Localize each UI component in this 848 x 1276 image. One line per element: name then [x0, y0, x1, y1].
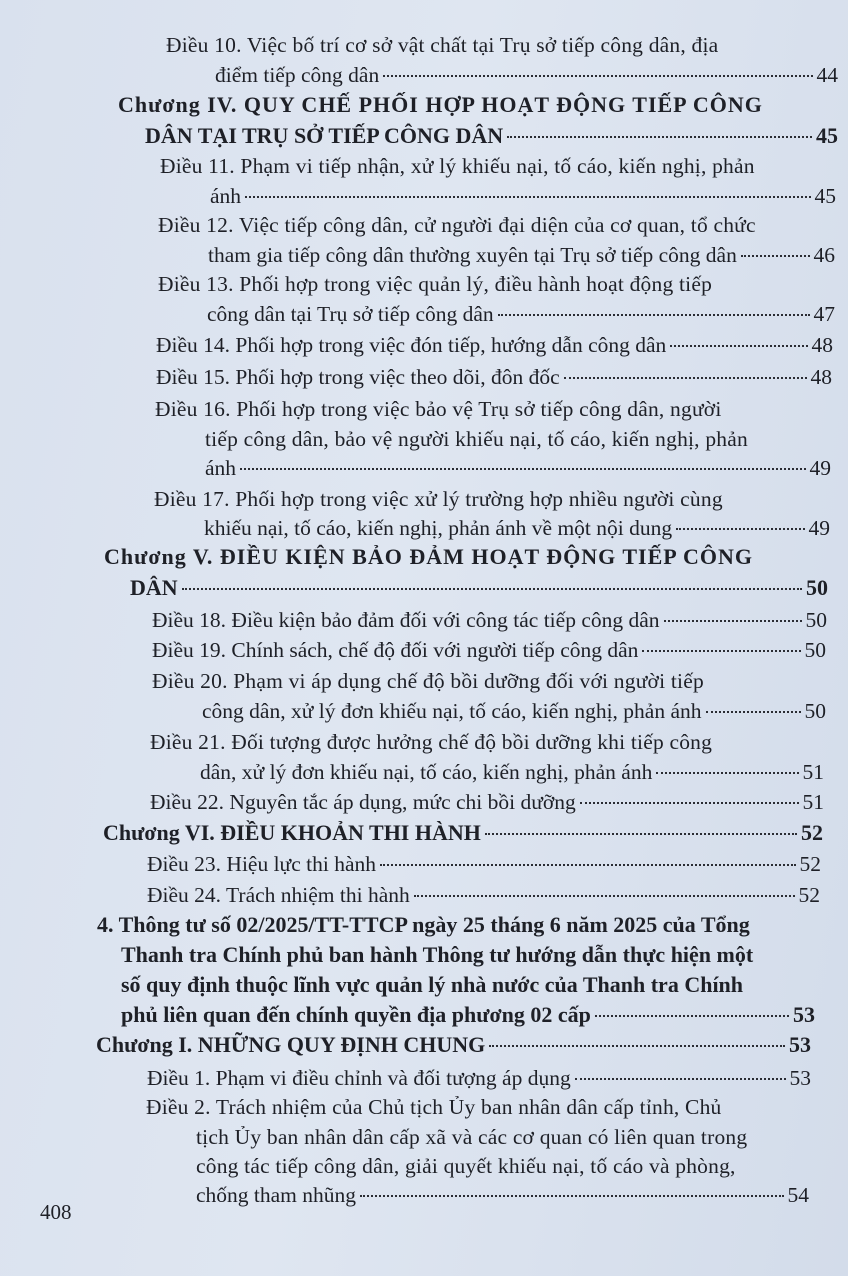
toc-entry-text: ánh: [205, 456, 237, 480]
toc-entry-text: Điều 19. Chính sách, chế độ đối với người tiếp công dân: [152, 638, 639, 662]
toc-page-number: 52: [801, 820, 823, 845]
toc-document-line: [121, 970, 801, 1000]
toc-page-number: 47: [813, 302, 835, 326]
toc-line: [208, 240, 835, 270]
toc-line: [207, 299, 835, 329]
toc-line: [158, 269, 788, 299]
toc-document-text: Thanh tra Chính phủ ban hành Thông tư hướng dẫn thực hiện một: [121, 942, 754, 967]
toc-entry-text: Điều 14. Phối hợp trong việc đón tiếp, hướng dẫn công dân: [156, 333, 667, 357]
toc-entry-text: Điều 13. Phối hợp trong việc quản lý, điều hành hoạt động tiếp: [158, 272, 713, 296]
toc-entry-text: tịch Ủy ban nhân dân cấp xã và các cơ quan có liên quan trong: [196, 1125, 748, 1149]
toc-page-number: 50: [805, 608, 827, 632]
toc-page-number: 51: [802, 760, 824, 784]
toc-document-text: 4. Thông tư số 02/2025/TT-TTCP ngày 25 tháng 6 năm 2025 của Tổng: [97, 912, 750, 937]
toc-line: [156, 362, 832, 392]
dot-leader: [507, 136, 812, 138]
toc-line: [147, 849, 821, 879]
toc-line: [152, 666, 782, 696]
toc-entry-text: Điều 11. Phạm vi tiếp nhận, xử lý khiếu nại, tố cáo, kiến nghị, phản: [160, 154, 755, 178]
toc-chapter-line: [104, 542, 784, 572]
toc-line: [160, 151, 790, 181]
toc-entry-text: khiếu nại, tố cáo, kiến nghị, phản ánh về một nội dung: [204, 516, 673, 540]
toc-chapter-text: Chương IV. QUY CHẾ PHỐI HỢP HOẠT ĐỘNG TIẾP CÔNG: [118, 92, 763, 117]
toc-entry-text: Điều 18. Điều kiện bảo đảm đối với công tác tiếp công dân: [152, 608, 660, 632]
toc-line: [147, 1063, 811, 1093]
toc-entry-text: Điều 20. Phạm vi áp dụng chế độ bồi dưỡng đối với người tiếp: [152, 669, 704, 693]
dot-leader: [360, 1195, 783, 1197]
toc-line: [200, 757, 824, 787]
toc-page-number: 53: [793, 1002, 815, 1027]
toc-entry-text: dân, xử lý đơn khiếu nại, tố cáo, kiến nghị, phản ánh: [200, 760, 653, 784]
toc-entry-text: ánh: [210, 184, 242, 208]
toc-line: [205, 424, 785, 454]
toc-entry-text: Điều 24. Trách nhiệm thi hành: [147, 883, 410, 907]
toc-document-line: [121, 1000, 815, 1030]
toc-line: [196, 1180, 809, 1210]
toc-entry-text: điểm tiếp công dân: [215, 63, 380, 87]
toc-line: [196, 1122, 776, 1152]
toc-entry-text: Điều 12. Việc tiếp công dân, cử người đại diện của cơ quan, tổ chức: [158, 213, 756, 237]
toc-line: [205, 453, 831, 483]
page-number: 408: [40, 1200, 72, 1224]
toc-entry-text: Điều 10. Việc bố trí cơ sở vật chất tại Trụ sở tiếp công dân, địa: [166, 33, 719, 57]
toc-entry-text: Điều 21. Đối tượng được hưởng chế độ bồi dưỡng khi tiếp công: [150, 730, 713, 754]
toc-entry-text: Điều 2. Trách nhiệm của Chủ tịch Ủy ban nhân dân cấp tỉnh, Chủ: [146, 1095, 722, 1119]
dot-leader: [706, 711, 801, 713]
toc-entry-text: công dân, xử lý đơn khiếu nại, tố cáo, kiến nghị, phản ánh: [202, 699, 702, 723]
dot-leader: [380, 864, 796, 866]
toc-entry-text: tham gia tiếp công dân thường xuyên tại Trụ sở tiếp công dân: [208, 243, 737, 267]
toc-page-number: 44: [816, 63, 838, 87]
dot-leader: [580, 802, 799, 804]
toc-line: [210, 181, 836, 211]
toc-line: [156, 330, 833, 360]
toc-line: [147, 880, 820, 910]
toc-page-number: 48: [810, 365, 832, 389]
toc-page-number: 49: [808, 516, 830, 540]
toc-page-number: 50: [804, 699, 826, 723]
toc-page-number: 46: [813, 243, 835, 267]
toc-line: [155, 394, 785, 424]
dot-leader: [676, 528, 804, 530]
toc-line: [150, 727, 780, 757]
toc-entry-text: Điều 1. Phạm vi điều chỉnh và đối tượng áp dụng: [147, 1066, 571, 1090]
toc-page-number: 50: [806, 575, 828, 600]
toc-entry-text: tiếp công dân, bảo vệ người khiếu nại, tố cáo, kiến nghị, phản: [205, 427, 748, 451]
toc-line: [146, 1092, 776, 1122]
toc-line: [158, 210, 788, 240]
dot-leader: [656, 772, 798, 774]
toc-document-line: [121, 940, 801, 970]
dot-leader: [240, 468, 805, 470]
toc-document-text: số quy định thuộc lĩnh vực quản lý nhà nước của Thanh tra Chính: [121, 972, 744, 997]
toc-chapter-text: DÂN: [130, 575, 178, 600]
toc-line: [215, 60, 838, 90]
dot-leader: [489, 1045, 785, 1047]
toc-chapter-line: [103, 818, 823, 848]
toc-page-number: 51: [802, 790, 824, 814]
toc-entry-text: công dân tại Trụ sở tiếp công dân: [207, 302, 494, 326]
toc-document-text: phủ liên quan đến chính quyền địa phương 02 cấp: [121, 1002, 591, 1027]
toc-page-number: 48: [811, 333, 833, 357]
dot-leader: [670, 345, 807, 347]
toc-chapter-line: [96, 1030, 811, 1060]
toc-page-number: 49: [809, 456, 831, 480]
dot-leader: [383, 75, 812, 77]
toc-line: [202, 696, 826, 726]
dot-leader: [595, 1015, 789, 1017]
toc-line: [152, 605, 827, 635]
toc-page-number: 53: [789, 1032, 811, 1057]
toc-page-number: 45: [814, 184, 836, 208]
toc-entry-text: Điều 23. Hiệu lực thi hành: [147, 852, 376, 876]
dot-leader: [741, 255, 810, 257]
toc-chapter-text: Chương VI. ĐIỀU KHOẢN THI HÀNH: [103, 820, 481, 845]
toc-document-line: [97, 910, 777, 940]
dot-leader: [485, 833, 797, 835]
toc-chapter-line: [118, 90, 798, 120]
toc-page-number: 52: [798, 883, 820, 907]
toc-entry-text: chống tham nhũng: [196, 1183, 357, 1207]
toc-entry-text: Điều 16. Phối hợp trong việc bảo vệ Trụ sở tiếp công dân, người: [155, 397, 722, 421]
toc-page-number: 45: [816, 123, 838, 148]
toc-page-number: 50: [804, 638, 826, 662]
toc-chapter-line: [145, 121, 838, 151]
dot-leader: [414, 895, 795, 897]
toc-line: [166, 30, 796, 60]
toc-entry-text: Điều 15. Phối hợp trong việc theo dõi, đôn đốc: [156, 365, 560, 389]
toc-page-number: 52: [799, 852, 821, 876]
toc-line: [196, 1151, 776, 1181]
toc-line: [154, 484, 784, 514]
dot-leader: [575, 1078, 786, 1080]
toc-line: [204, 513, 830, 543]
toc-line: [152, 635, 826, 665]
dot-leader: [664, 620, 802, 622]
dot-leader: [498, 314, 810, 316]
toc-chapter-text: Chương I. NHỮNG QUY ĐỊNH CHUNG: [96, 1032, 486, 1057]
toc-page-number: 54: [787, 1183, 809, 1207]
toc-chapter-line: [130, 573, 828, 603]
toc-chapter-text: DÂN TẠI TRỤ SỞ TIẾP CÔNG DÂN: [145, 123, 504, 148]
dot-leader: [642, 650, 800, 652]
toc-entry-text: Điều 17. Phối hợp trong việc xử lý trường hợp nhiều người cùng: [154, 487, 723, 511]
dot-leader: [182, 588, 802, 590]
toc-entry-text: công tác tiếp công dân, giải quyết khiếu nại, tố cáo và phòng,: [196, 1154, 736, 1178]
toc-chapter-text: Chương V. ĐIỀU KIỆN BẢO ĐẢM HOẠT ĐỘNG TIẾP CÔNG: [104, 544, 753, 569]
toc-page-number: 53: [789, 1066, 811, 1090]
toc-entry-text: Điều 22. Nguyên tắc áp dụng, mức chi bồi dưỡng: [150, 790, 576, 814]
dot-leader: [245, 196, 810, 198]
toc-line: [150, 787, 824, 817]
dot-leader: [564, 377, 807, 379]
